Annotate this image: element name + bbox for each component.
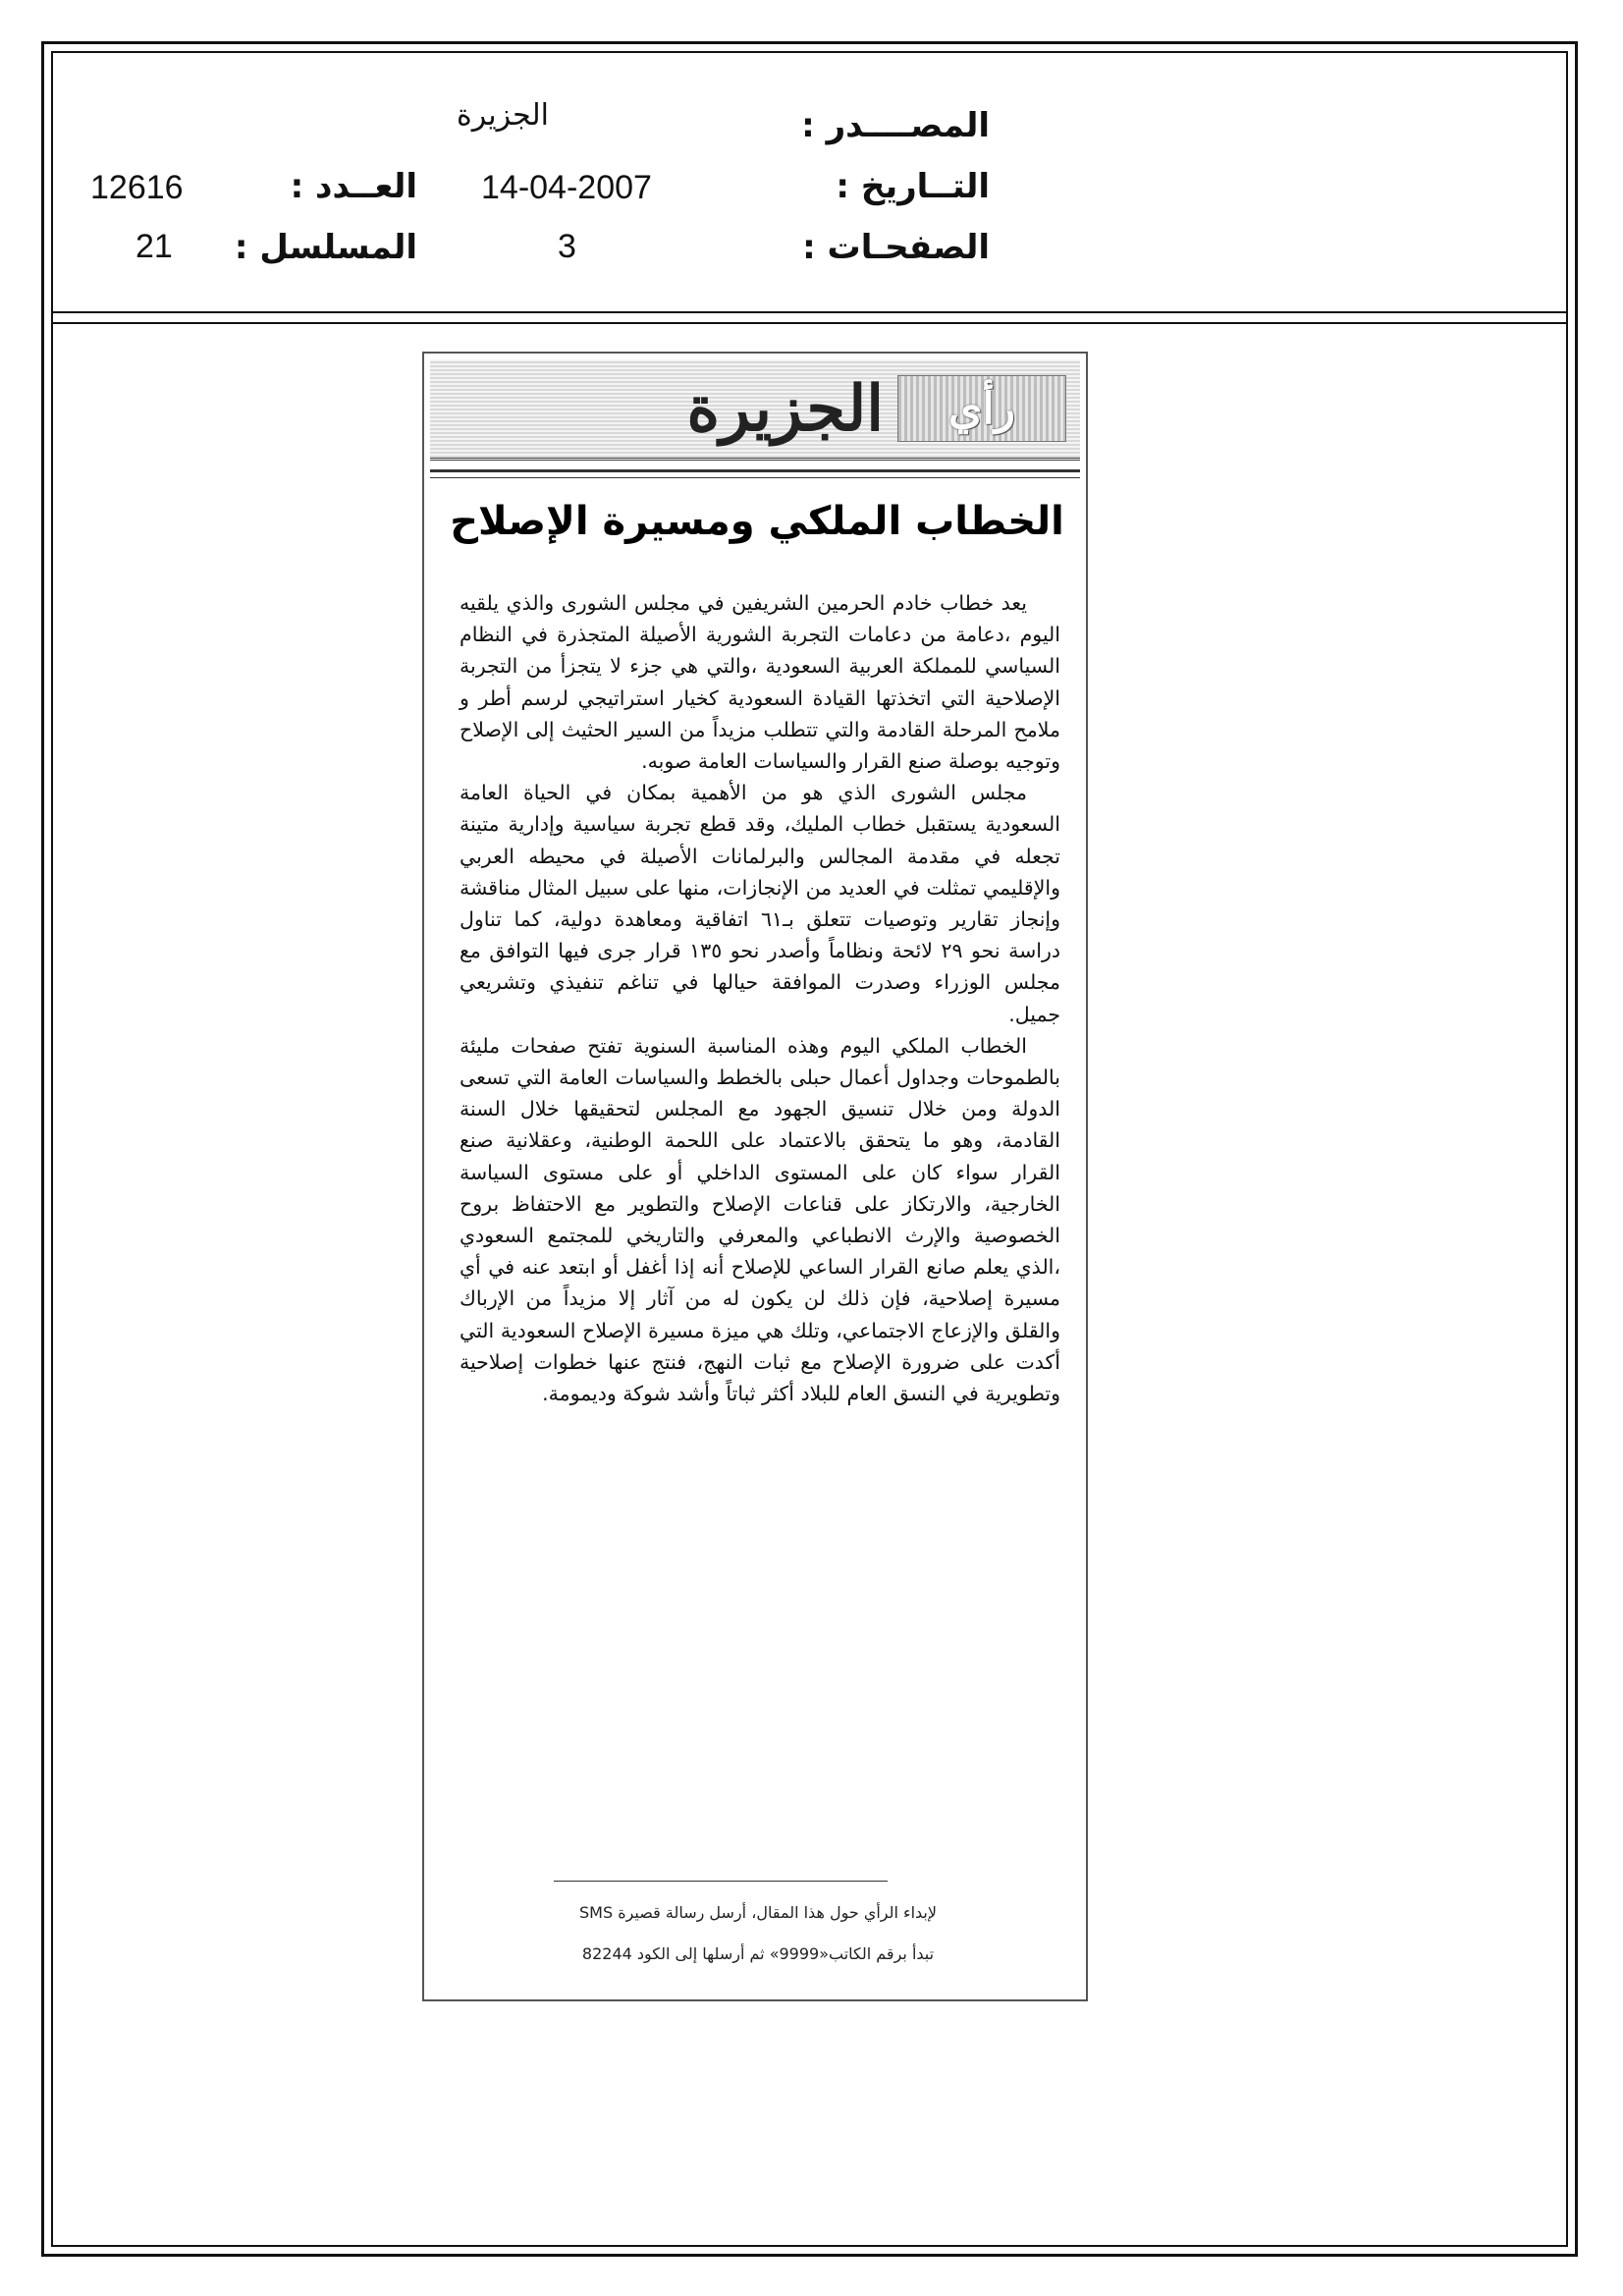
- source-value: الجزيرة: [457, 98, 550, 133]
- sms-note-line-1: لإبداء الرأي حول هذا المقال، أرسل رسالة قصيرة SMS: [579, 1903, 937, 1922]
- serial-label: المسلسل :: [234, 228, 417, 267]
- pages-value: 3: [558, 228, 576, 265]
- header-divider: [51, 311, 1568, 313]
- article-paragraph: الخطاب الملكي اليوم وهذه المناسبة السنوية تفتح صفحات مليئة بالطموحات وجداول أعمال حبلى بالخطط والسياسات العامة التي تسعى الدولة ومن خلال تنسيق الجهود مع المجلس لتحقيقها خلال السنة القادمة، وهو ما يتحقق بالاعتماد على اللحمة الوطنية، وعقلانية صنع القرار سواء كان على المستوى الداخلي أو على مستوى السياسة الخارجية، والارتكاز على قناعات الإصلاح والتطوير مع الاحتفاظ بروح الخصوصية والإرث الانطباعي والمعرفي والتاريخي للمجتمع السعودي ،الذي يعلم صانع القرار الساعي للإصلاح أنه إذا أغفل أو ابتعد عنه في أي مسيرة إصلاحية، فإن ذلك لن يكون له من آثار إلا مزيداً من الإرباك والقلق والإزعاج الاجتماعي، وتلك هي ميزة مسيرة الإصلاح السعودية التي أكدت على ضرورة الإصلاح مع ثبات النهج، فنتج عنها خطوات إصلاحية وتطويرية في النسق العام للبلاد أكثر ثباتاً وأشد شوكة وديمومة.: [460, 1033, 1060, 1406]
- article-title: الخطاب الملكي ومسيرة الإصلاح: [450, 499, 1064, 544]
- header-divider-secondary: [51, 322, 1568, 324]
- serial-value: 21: [135, 228, 173, 265]
- article-end-rule: [554, 1881, 888, 1882]
- date-value: 14-04-2007: [481, 169, 652, 206]
- date-label: التــاريخ :: [836, 167, 990, 206]
- article-paragraph: يعد خطاب خادم الحرمين الشريفين في مجلس الشورى والذي يلقيه اليوم ،دعامة من دعامات التجربة الشورية الأصيلة المتجذرة في النظام السياسي للمملكة العربية السعودية ،والتي هي جزء لا يتجزأ من التجربة الإصلاحية التي اتخذتها القيادة السعودية كخيار استراتيجي لرسم أطر و ملامح المرحلة القادمة والتي تتطلب مزيداً من السير الحثيث إلى الإصلاح وتوجيه بوصلة صنع القرار والسياسات العامة صوبه.: [460, 591, 1060, 774]
- issue-value: 12616: [90, 169, 184, 206]
- masthead-title: الجزيرة: [686, 372, 884, 446]
- source-label: المصــــدر :: [801, 106, 990, 145]
- issue-label: العــدد :: [290, 167, 417, 206]
- article-body: [460, 587, 1060, 1409]
- sms-note-line-2: تبدأ برقم الكاتب«9999» ثم أرسلها إلى الكود 82244: [581, 1944, 935, 1963]
- article-paragraph: مجلس الشورى الذي هو من الأهمية بمكان في الحياة العامة السعودية يستقبل خطاب المليك، وقد قطع تجربة سياسية وإدارية متينة تجعله في مقدمة المجالس والبرلمانات الأصيلة في محيطه العربي والإقليمي تمثلت في العديد من الإنجازات، منها على سبيل المثال مناقشة وإنجاز تقارير وتوصيات تتعلق بـ٦١ اتفاقية ومعاهدة دولية، كما تناول دراسة نحو ٢٩ لائحة ونظاماً وأصدر نحو ١٣٥ قرار جرى فيها التوافق مع مجلس الوزراء وصدرت الموافقة حيالها في تناغم تنفيذي وتشريعي جميل.: [460, 781, 1060, 1026]
- masthead-badge: رأي: [897, 375, 1066, 442]
- pages-label: الصفحـات :: [802, 228, 990, 267]
- masthead: [430, 359, 1080, 461]
- masthead-rule-thin: [430, 477, 1080, 478]
- newspaper-clipping: [422, 352, 1088, 2001]
- masthead-rule: [430, 469, 1080, 472]
